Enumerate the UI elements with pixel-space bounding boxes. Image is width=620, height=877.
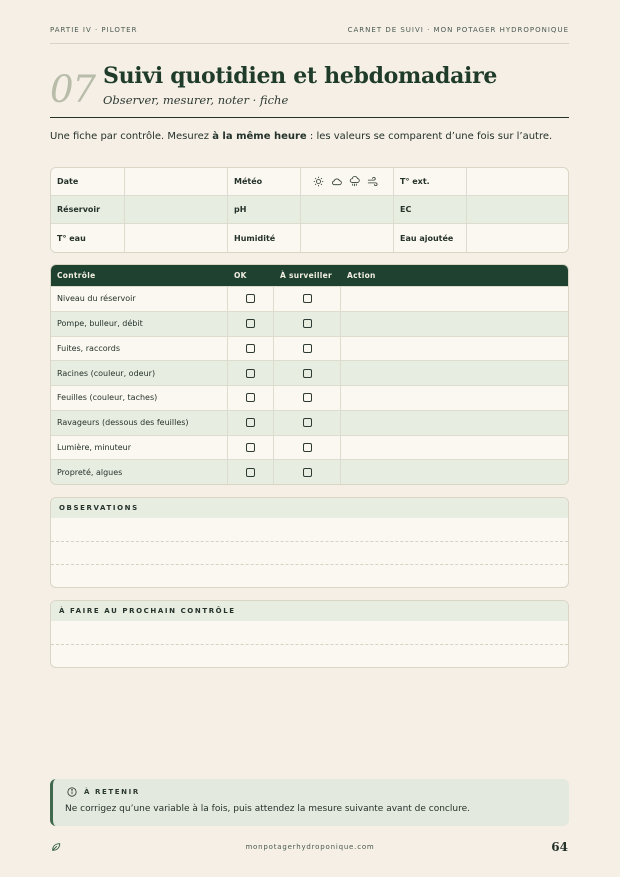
chapter-subtitle: Observer, mesurer, noter · fiche bbox=[103, 93, 289, 107]
observations-box bbox=[50, 497, 569, 588]
remember-callout bbox=[50, 779, 569, 826]
chapter-heading bbox=[50, 62, 569, 118]
info-label-date: Date bbox=[51, 168, 125, 195]
callout-text: Ne corrigez qu’une variable à la fois, puis attendez la mesure suivante avant de conclure. bbox=[65, 804, 470, 814]
info-label-ext-temp: T° ext. bbox=[394, 168, 467, 195]
info-icon bbox=[67, 787, 77, 797]
action-field[interactable] bbox=[341, 287, 568, 311]
info-table bbox=[50, 167, 569, 253]
ok-checkbox[interactable] bbox=[246, 369, 255, 378]
weather-icons bbox=[307, 176, 378, 187]
observations-label: OBSERVATIONS bbox=[51, 498, 568, 518]
observations-line[interactable] bbox=[51, 564, 568, 587]
intro-text: Une fiche par contrôle. Mesurez à la même heure : les valeurs se comparent d’une fois sur l’autre. bbox=[50, 131, 553, 142]
watch-checkbox[interactable] bbox=[303, 418, 312, 427]
col-header-watch: À surveiller bbox=[280, 271, 332, 280]
info-field-water-added[interactable] bbox=[467, 224, 568, 252]
sun-icon[interactable] bbox=[313, 176, 324, 187]
next-check-line[interactable] bbox=[51, 621, 568, 644]
table-row bbox=[51, 311, 568, 336]
control-label: Fuites, raccords bbox=[51, 337, 228, 361]
chapter-number: 07 bbox=[50, 68, 96, 111]
watch-checkbox[interactable] bbox=[303, 319, 312, 328]
header-book-title: CARNET DE SUIVI · MON POTAGER HYDROPONIQUE bbox=[347, 26, 569, 34]
info-row bbox=[51, 224, 568, 252]
info-label-humidity: Humidité bbox=[228, 224, 301, 252]
chapter-title: Suivi quotidien et hebdomadaire bbox=[103, 63, 498, 89]
watch-checkbox[interactable] bbox=[303, 443, 312, 452]
watch-checkbox[interactable] bbox=[303, 393, 312, 402]
info-label-reservoir: Réservoir bbox=[51, 196, 125, 223]
info-field-ec[interactable] bbox=[467, 196, 568, 223]
action-field[interactable] bbox=[341, 312, 568, 336]
cloud-icon[interactable] bbox=[331, 176, 342, 187]
ok-checkbox[interactable] bbox=[246, 418, 255, 427]
watch-checkbox[interactable] bbox=[303, 344, 312, 353]
action-field[interactable] bbox=[341, 460, 568, 484]
action-field[interactable] bbox=[341, 411, 568, 435]
next-check-box bbox=[50, 600, 569, 668]
info-row bbox=[51, 168, 568, 196]
watch-checkbox[interactable] bbox=[303, 369, 312, 378]
action-field[interactable] bbox=[341, 337, 568, 361]
ok-checkbox[interactable] bbox=[246, 443, 255, 452]
wind-icon[interactable] bbox=[367, 176, 378, 187]
control-label: Lumière, minuteur bbox=[51, 436, 228, 460]
callout-label: À RETENIR bbox=[84, 788, 140, 796]
watch-checkbox[interactable] bbox=[303, 468, 312, 477]
table-row bbox=[51, 385, 568, 410]
action-field[interactable] bbox=[341, 361, 568, 385]
info-field-reservoir[interactable] bbox=[125, 196, 228, 223]
control-label: Feuilles (couleur, taches) bbox=[51, 386, 228, 410]
col-header-ok: OK bbox=[234, 271, 247, 280]
page-number: 64 bbox=[551, 840, 568, 854]
table-row bbox=[51, 336, 568, 361]
next-check-line[interactable] bbox=[51, 644, 568, 667]
table-row bbox=[51, 360, 568, 385]
next-check-label: À FAIRE AU PROCHAIN CONTRÔLE bbox=[51, 601, 568, 621]
table-row bbox=[51, 459, 568, 484]
watch-checkbox[interactable] bbox=[303, 294, 312, 303]
ok-checkbox[interactable] bbox=[246, 319, 255, 328]
info-row bbox=[51, 196, 568, 224]
footer-url: monpotagerhydroponique.com bbox=[245, 843, 375, 851]
control-label: Ravageurs (dessous des feuilles) bbox=[51, 411, 228, 435]
info-label-water-added: Eau ajoutée bbox=[394, 224, 467, 252]
control-label: Racines (couleur, odeur) bbox=[51, 361, 228, 385]
col-header-action: Action bbox=[347, 271, 376, 280]
header-part: PARTIE IV · PILOTER bbox=[50, 26, 138, 34]
table-row bbox=[51, 286, 568, 311]
intro-emphasis: à la même heure bbox=[212, 131, 307, 142]
info-field-humidity[interactable] bbox=[301, 224, 394, 252]
info-field-weather[interactable] bbox=[301, 168, 394, 195]
action-field[interactable] bbox=[341, 436, 568, 460]
observations-line[interactable] bbox=[51, 541, 568, 564]
checklist-header bbox=[51, 265, 568, 286]
table-row bbox=[51, 410, 568, 435]
control-label: Pompe, bulleur, débit bbox=[51, 312, 228, 336]
rain-icon[interactable] bbox=[349, 176, 360, 187]
ok-checkbox[interactable] bbox=[246, 294, 255, 303]
control-label: Niveau du réservoir bbox=[51, 287, 228, 311]
info-label-ph: pH bbox=[228, 196, 301, 223]
running-header bbox=[50, 26, 569, 44]
col-header-control: Contrôle bbox=[57, 271, 96, 280]
ok-checkbox[interactable] bbox=[246, 468, 255, 477]
observations-line[interactable] bbox=[51, 518, 568, 541]
action-field[interactable] bbox=[341, 386, 568, 410]
info-label-ec: EC bbox=[394, 196, 467, 223]
info-field-date[interactable] bbox=[125, 168, 228, 195]
info-label-weather: Météo bbox=[228, 168, 301, 195]
table-row bbox=[51, 435, 568, 460]
ok-checkbox[interactable] bbox=[246, 393, 255, 402]
info-field-water-temp[interactable] bbox=[125, 224, 228, 252]
info-field-ext-temp[interactable] bbox=[467, 168, 568, 195]
checklist-table bbox=[50, 264, 569, 485]
ok-checkbox[interactable] bbox=[246, 344, 255, 353]
info-label-water-temp: T° eau bbox=[51, 224, 125, 252]
info-field-ph[interactable] bbox=[301, 196, 394, 223]
control-label: Propreté, algues bbox=[51, 460, 228, 484]
